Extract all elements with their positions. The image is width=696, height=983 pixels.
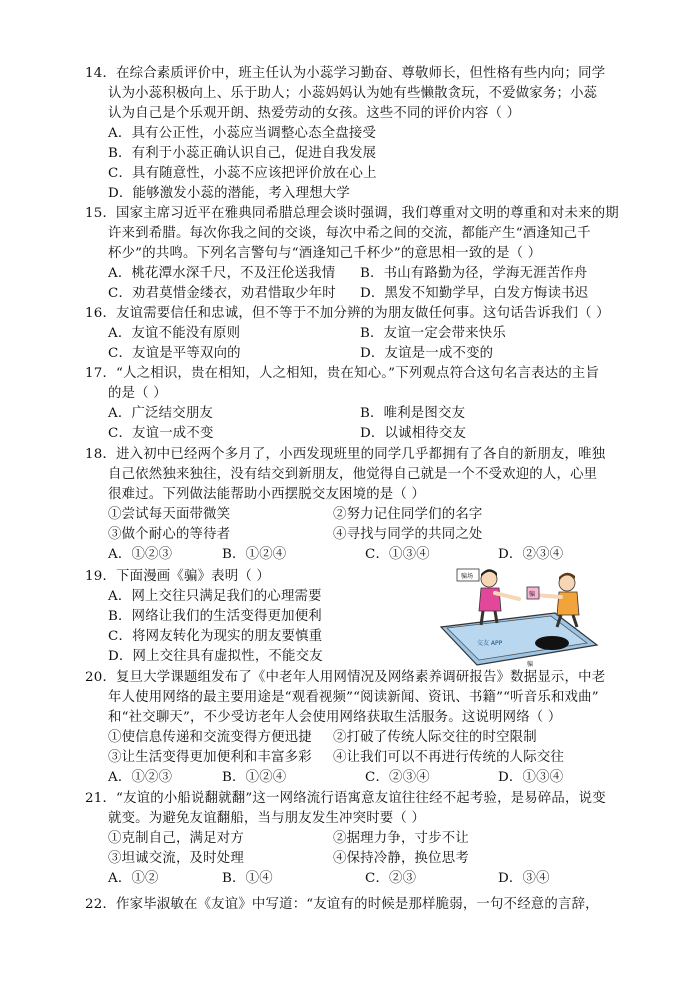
q17-option-c: C．友谊一成不变 xyxy=(108,426,214,441)
q20-option-b: B．①②④ xyxy=(222,770,287,785)
q21-item-2: ②据理力争，寸步不让 xyxy=(333,831,469,846)
q18-option-a: A．①②③ xyxy=(108,547,173,562)
q15-option-a: A．桃花潭水深千尺，不及汪伦送我情 xyxy=(108,266,336,281)
q18-item-1: ①尝试每天面带微笑 xyxy=(108,507,231,522)
q20-option-c: C．②③④ xyxy=(365,770,430,785)
q18-item-3: ③做个耐心的等待者 xyxy=(108,527,231,542)
q19-option-d: D．网上交往具有虚拟性，不能交友 xyxy=(108,649,323,664)
q18-option-c: C．①③④ xyxy=(365,547,430,562)
q17-option-b: B．唯利是图交友 xyxy=(360,406,466,421)
q15-option-b: B．书山有路勤为径，学海无涯苦作舟 xyxy=(360,266,588,281)
q20-item-3: ③让生活变得更加便利和丰富多彩 xyxy=(108,750,312,765)
trap-hole xyxy=(535,636,569,650)
q20-stem-line2: 年人使用网络的最主要用途是“观看视频”“阅读新闻、资讯、书籍”“听音乐和戏曲” xyxy=(108,690,599,705)
q18-stem-line1: 18．进入初中已经两个多月了，小西发现班里的同学几乎都拥有了各自的新朋友，唯独 xyxy=(85,447,606,462)
q14-option-d: D．能够激发小蕊的潜能，考入理想大学 xyxy=(108,186,350,201)
left-sign-text: 骗场 xyxy=(461,573,474,580)
q19-stem-line1: 19．下面漫画《骗》表明（ ） xyxy=(85,569,270,584)
q14-stem-line3: 认为自己是个乐观开朗、热爱劳动的女孩。这些不同的评价内容（ ） xyxy=(108,106,521,121)
q20-option-a: A．①②③ xyxy=(108,770,173,785)
q16-option-c: C．友谊是平等双向的 xyxy=(108,346,241,361)
q15-stem-line2: 许来到希腊。每次你我之间的交谈，每次中希之间的交流，都能产生“酒逢知己千 xyxy=(108,226,591,241)
q21-item-4: ④保持冷静，换位思考 xyxy=(333,851,469,866)
q21-stem-line1: 21．“友谊的小船说翻就翻”这一网络流行语寓意友谊往往经不起考验，是易碎品，说变 xyxy=(85,791,606,806)
comic-caption: 骗 xyxy=(527,661,534,668)
q16-option-a: A．友谊不能没有原则 xyxy=(108,326,241,341)
q14-stem-line2: 认为小蕊积极向上、乐于助人；小蕊妈妈认为她有些懒散贪玩，不爱做家务；小蕊 xyxy=(108,86,598,101)
q18-stem-line3: 很难过。下列做法能帮助小西摆脱交友困境的是（ ） xyxy=(108,487,426,502)
q19-option-c: C．将网友转化为现实的朋友要慎重 xyxy=(108,629,323,644)
q15-stem-line1: 15．国家主席习近平在雅典同希腊总理会谈时强调，我们尊重对文明的尊重和对未来的期 xyxy=(85,206,619,221)
q14-stem-line1: 14．在综合素质评价中，班主任认为小蕊学习勤奋、尊敬师长，但性格有些内向；同学 xyxy=(85,66,606,81)
q16-stem-line1: 16．友谊需要信任和忠诚，但不等于不加分辨的为朋友做任何事。这句话告诉我们（ ） xyxy=(85,306,610,321)
q18-item-4: ④寻找与同学的共同之处 xyxy=(333,527,483,542)
q14-option-c: C．具有随意性，小蕊不应该把评价放在心上 xyxy=(108,166,377,181)
q18-stem-line2: 自己依然独来独往，没有结交到新朋友，他觉得自己就是一个不受欢迎的人，心里 xyxy=(108,467,598,482)
q17-stem-line2: 的是（ ） xyxy=(108,386,167,401)
screen-label: 交友 APP xyxy=(477,640,503,647)
q20-stem-line1: 20．复旦大学课题组发布了《中老年人用网情况及网络素养调研报告》数据显示，中老 xyxy=(85,670,606,685)
q15-stem-line3: 杯少”的共鸣。下列名言警句与“酒逢知己千杯少”的意思相一致的是（ ） xyxy=(108,246,542,261)
q22-stem-line1: 22．作家毕淑敏在《友谊》中写道：“友谊有的时候是那样脆弱，一句不经意的言辞， xyxy=(85,897,599,912)
q14-option-a: A．具有公正性，小蕊应当调整心态全盘接受 xyxy=(108,126,377,141)
q15-option-c: C．劝君莫惜金缕衣，劝君惜取少年时 xyxy=(108,286,336,301)
q20-stem-line3: 和“社交聊天”，不少受访老年人会使用网络获取生活服务。这说明网络（ ） xyxy=(108,710,562,725)
q21-stem-line2: 就变。为避免友谊翻船，当与朋友发生冲突时要（ ） xyxy=(108,811,426,826)
q18-option-d: D．②③④ xyxy=(498,547,564,562)
q15-option-d: D．黑发不知勤学早，白发方悔读书迟 xyxy=(360,286,589,301)
q17-stem-line1: 17．“人之相识，贵在相知，人之相知，贵在知心。”下列观点符合这句名言表达的主旨 xyxy=(85,366,600,381)
q21-option-c: C．②③ xyxy=(365,871,417,886)
q18-item-2: ②努力记住同学们的名字 xyxy=(333,507,483,522)
q21-item-1: ①克制自己，满足对方 xyxy=(108,831,244,846)
q19-option-b: B．网络让我们的生活变得更加便利 xyxy=(108,609,322,624)
q17-option-a: A．广泛结交朋友 xyxy=(108,406,214,421)
q21-option-b: B．①④ xyxy=(222,871,273,886)
q14-option-b: B．有利于小蕊正确认识自己，促进自我发展 xyxy=(108,146,377,161)
q18-option-b: B．①②④ xyxy=(222,547,287,562)
gift-box-text: 骗 xyxy=(529,591,536,598)
person-left-body xyxy=(479,588,501,611)
q19-comic-image xyxy=(437,565,601,668)
q20-item-2: ②打破了传统人际交往的时空限制 xyxy=(333,730,537,745)
q17-option-d: D．以诚相待交友 xyxy=(360,426,467,441)
q19-option-a: A．网上交往只满足我们的心理需要 xyxy=(108,589,322,604)
q16-option-b: B．友谊一定会带来快乐 xyxy=(360,326,506,341)
q20-item-1: ①使信息传递和交流变得方便迅捷 xyxy=(108,730,312,745)
q20-item-4: ④让我们可以不再进行传统的人际交往 xyxy=(333,750,565,765)
q21-item-3: ③坦诚交流，及时处理 xyxy=(108,851,244,866)
q20-option-d: D．①③④ xyxy=(498,770,564,785)
q16-option-d: D．友谊是一成不变的 xyxy=(360,346,494,361)
q21-option-a: A．①② xyxy=(108,871,159,886)
q21-option-d: D．③④ xyxy=(498,871,550,886)
